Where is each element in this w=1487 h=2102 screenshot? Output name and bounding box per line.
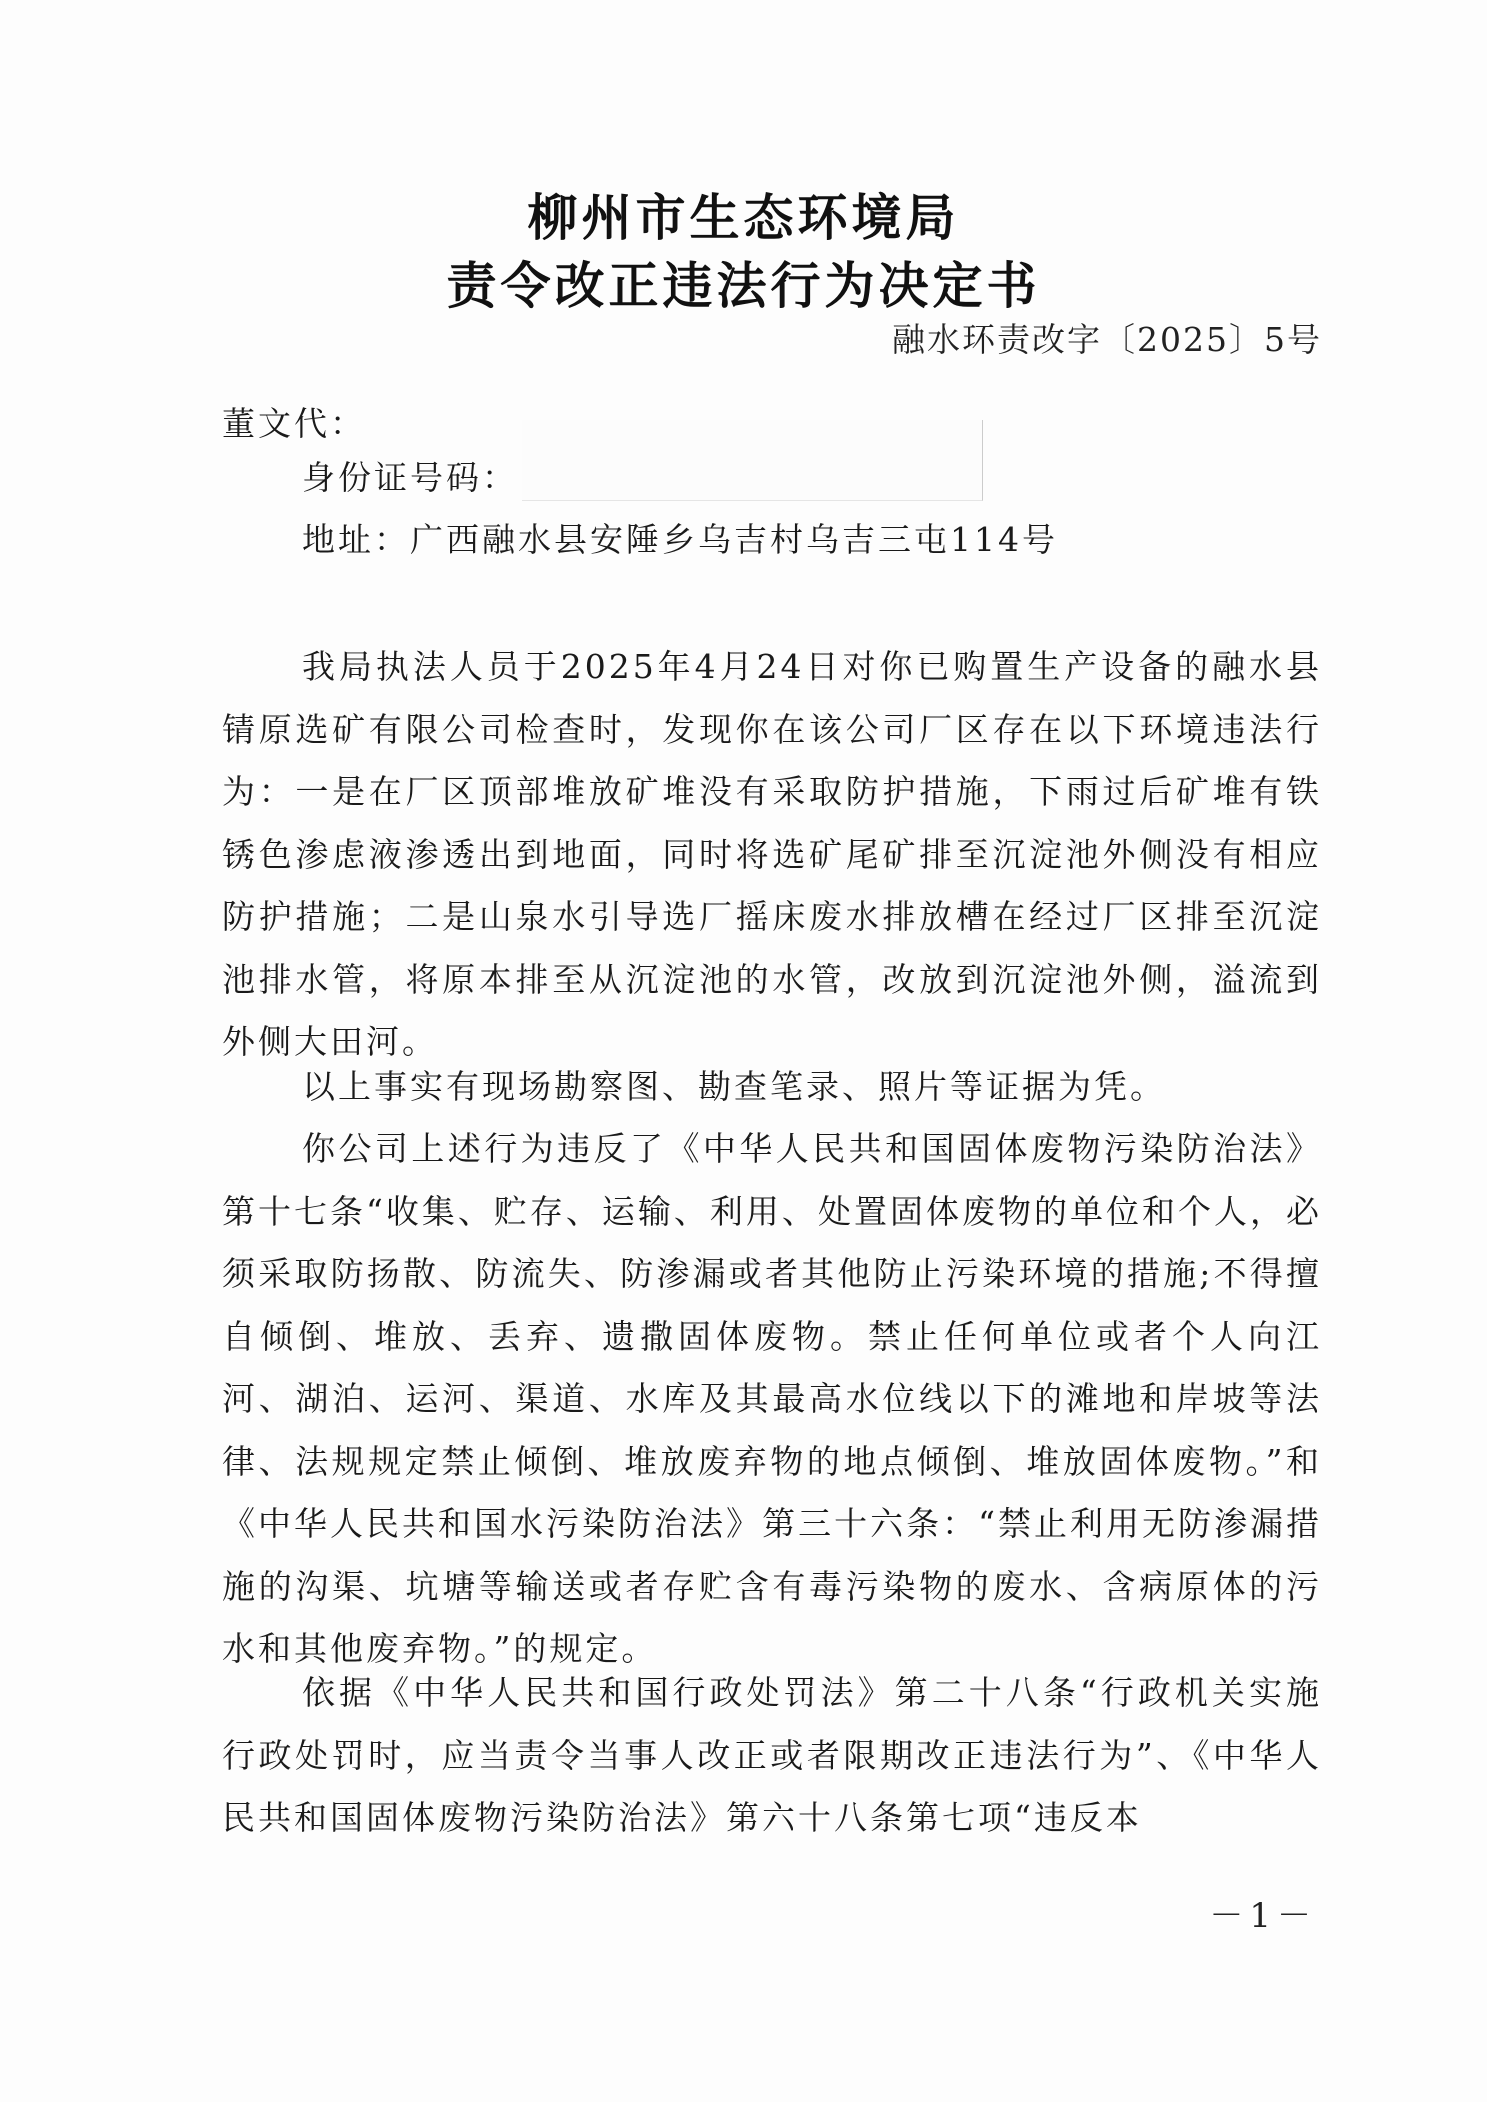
legal-basis-paragraph: 依据《中华人民共和国行政处罚法》第二十八条“行政机关实施行政处罚时，应当责令当事人改正或者限期改正违法行为”、《中华人民共和国固体废物污染防治法》第六十八条第七项“违反本: [222, 1673, 1322, 1837]
findings-paragraph: 我局执法人员于2025年4月24日对你已购置生产设备的融水县锖原选矿有限公司检查时，发现你在该公司厂区存在以下环境违法行为：一是在厂区顶部堆放矿堆没有采取防护措施，下雨过后矿堆有铁锈色渗虑液渗透出到地面，同时将选矿尾矿排至沉淀池外侧没有相应防护措施；二是山泉水引导选厂摇床废水排放槽在经过厂区排至沉淀池排水管，将原本排至从沉淀池的水管，改放到沉淀池外侧，溢流到外侧大田河。: [222, 647, 1322, 1061]
violation-paragraph: 你公司上述行为违反了《中华人民共和国固体废物污染防治法》第十七条“收集、贮存、运输、利用、处置固体废物的单位和个人，必须采取防扬散、防流失、防渗漏或者其他防止污染环境的措施;不得擅自倾倒、堆放、丢弃、遗撒固体废物。禁止任何单位或者个人向江河、湖泊、运河、渠道、水库及其最高水位线以下的滩地和岸坡等法律、法规规定禁止倾倒、堆放废弃物的地点倾倒、堆放固体废物。”和《中华人民共和国水污染防治法》第三十六条：“禁止利用无防渗漏措施的沟渠、坑塘等输送或者存贮含有毒污染物的废水、含病原体的污水和其他废弃物。”的规定。: [222, 1129, 1322, 1668]
recipient-name: 董文代：: [222, 404, 366, 443]
recipient-address: 地址：广西融水县安陲乡乌吉村乌吉三屯114号: [302, 520, 1058, 559]
document-title: 责令改正违法行为决定书: [446, 256, 1041, 315]
evidence-paragraph: 以上事实有现场勘察图、勘查笔录、照片等证据为凭。: [302, 1067, 1166, 1106]
page-number: －1－: [1209, 1896, 1317, 1936]
issuer-title: 柳州市生态环境局: [527, 188, 960, 247]
redacted-id-number: [522, 420, 983, 501]
id-number-label: 身份证号码：: [302, 458, 518, 497]
document-number: 融水环责改字〔2025〕5号: [892, 320, 1322, 359]
